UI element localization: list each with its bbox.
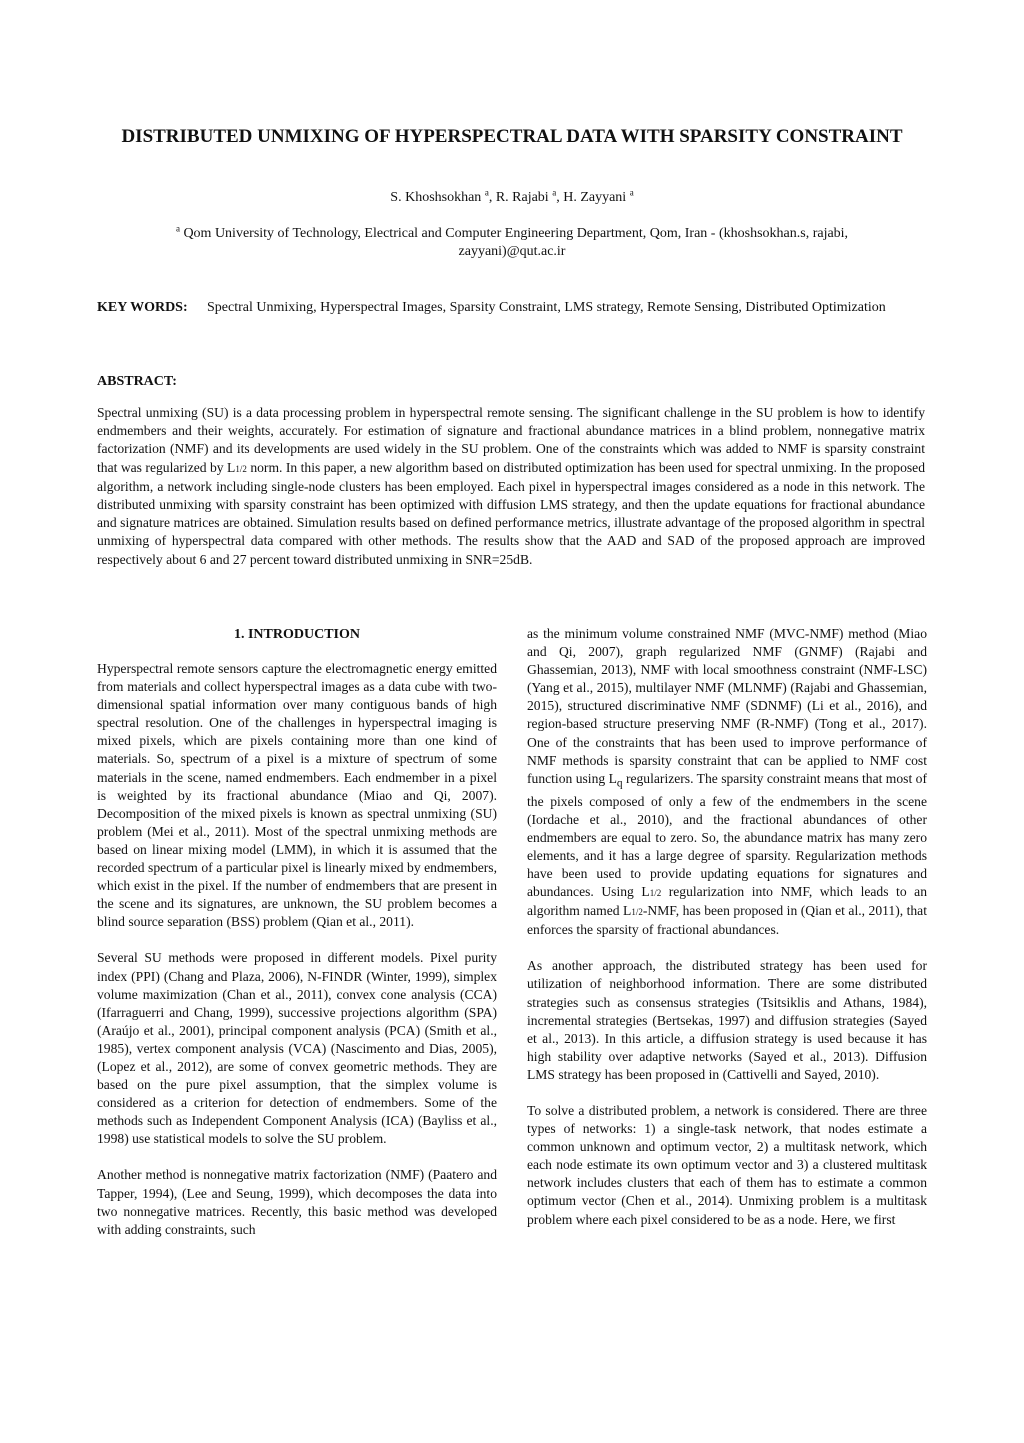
affiliation-mark: a bbox=[175, 223, 180, 234]
paragraph: As another approach, the distributed strategy has been used for utilization of neighborhood information. There are some distributed strategies such as consensus strategies (Tsitsiklis and Athans, 1984), incremental strategies (Bertsekas, 1997) and diffusion strategies (Sayed et al., 2013). In this article, a diffusion strategy is used because it has high stability over adaptive networks (Sayed et al., 2013). Diffusion LMS strategy has been proposed in (Cattivelli and Sayed, 2010). bbox=[527, 958, 927, 1082]
author-name: S. Khoshsokhan bbox=[390, 190, 482, 205]
paragraph-text: regularization into NMF, which leads to an algorithm named L bbox=[527, 884, 927, 919]
section-heading: 1. INTRODUCTION bbox=[233, 627, 360, 642]
author-list: S. Khoshsokhan $^a$, R. Rajabi $^a$, H. Zayyani $^a$ bbox=[390, 187, 634, 205]
paragraph: To solve a distributed problem, a network is considered. There are three types of networks: 1) a single-task network, that nodes estimate a common unknown and optimum vector, 2) a multitask network, which each node estimate its own optimum vector and 3) a clustered multitask network includes clusters that each of them has to estimate a common optimum vector (Chen et al., 2014). Unmixing problem is a multitask problem where each pixel considered to be as a node. Here, we first bbox=[527, 1102, 927, 1227]
paragraph-text: as the minimum volume constrained NMF (MVC-NMF) method (Miao and Qi, 2007), graph regularized NMF (GNMF) (Rajabi and Ghassemian, 2013), NMF with local smoothness constraint (NMF-LSC) (Yang et al., 2015), multilayer NMF (MLNMF) (Rajabi and Ghassemian, 2015), structured discriminative NMF (SDNMF) (Li et al., 2016), and region-based structure preserving NMF (R-NMF) (Tong et al., 2017). One of the constraints that has been used to improve performance of NMF methods is sparsity constraint that can be applied to NMF cost function using L bbox=[527, 626, 927, 786]
abstract-heading: ABSTRACT: bbox=[97, 374, 177, 389]
affiliation bbox=[130, 225, 894, 261]
paper-title: DISTRIBUTED UNMIXING OF HYPERSPECTRAL DATA WITH SPARSITY CONSTRAINT bbox=[121, 126, 903, 147]
affiliation-mark: a bbox=[484, 187, 489, 198]
right-column bbox=[527, 625, 927, 1247]
paragraph: Several SU methods were proposed in different models. Pixel purity index (PPI) (Chang and Plaza, 2006), N-FINDR (Winter, 1999), simplex volume maximization (Chan et al., 2011), convex cone analysis (CCA) (Ifarraguerri and Chang, 1999), successive projections algorithm (SPA) (Araújo et al., 2001), principal component analysis (PCA) (Smith et al., 1985), vertex component analysis (VCA) (Nascimento and Dias, 2005), (Lopez et al., 2012), are some of convex geometric methods. They are based on the pure pixel assumption, that the simplex volume is considered as a criterion for detection of endmembers. Some of the methods such as Independent Component Analysis (ICA) (Bayliss et al., 1998) use statistical models to solve the SU problem. bbox=[97, 950, 497, 1147]
subscript: q bbox=[616, 777, 623, 790]
left-column bbox=[97, 624, 497, 1257]
author-name: R. Rajabi bbox=[495, 190, 549, 205]
affiliation-mark: a bbox=[629, 187, 634, 198]
paragraph: Hyperspectral remote sensors capture the electromagnetic energy emitted from materials and collect hyperspectral images as a data cube with two-dimensional spatial information over many contiguous bands of high spectral resolution. One of the challenges in hyperspectral imaging is mixed pixels, which are pixels containing more than one kind of materials. So, spectrum of a pixel is a mixture of spectrum of some materials in the scene, named endmembers. Each endmember in a pixel is weighted by its fractional abundance (Miao and Qi, 2007). Decomposition of the mixed pixels is known as spectral unmixing (SU) problem (Mei et al., 2011). Most of the spectral unmixing methods are based on linear mixing model (LMM), in which it is assumed that the recorded spectrum of a particular pixel is linearly mixed by endmembers, which exist in the pixel. If the number of endmembers that are present in the scene and its signatures, are unknown, the SU problem becomes a blind source separation (BSS) problem (Qian et al., 2011). bbox=[97, 661, 497, 930]
abstract-body bbox=[97, 404, 925, 569]
paragraph: Another method is nonnegative matrix factorization (NMF) (Paatero and Tapper, 1994), (Lee and Seung, 1999), which decomposes the data into two nonnegative matrices. Recently, this basic method was developed with adding constraints, such bbox=[97, 1167, 497, 1237]
keywords-text: Spectral Unmixing, Hyperspectral Images, Sparsity Constraint, LMS strategy, Remote Sensing, Distributed Optimization bbox=[207, 300, 886, 315]
abstract-text: norm. In this paper, a new algorithm based on distributed optimization has been used for spectral unmixing. In the proposed algorithm, a network including single-node clusters has been employed. Each pixel in hyperspectral images considered as a node in this network. The distributed unmixing with sparsity constraint has been optimized with diffusion LMS strategy, and then the update equations for fractional abundance and signature matrices are obtained. Simulation results based on defined performance metrics, illustrate advantage of the proposed algorithm in spectral unmixing of hyperspectral data compared with other methods. The results show that the AAD and SAD of the proposed approach are improved respectively about 6 and 27 percent toward distributed unmixing in SNR=25dB. bbox=[97, 459, 925, 567]
affiliation-mark: a bbox=[552, 187, 557, 198]
keywords-label: KEY WORDS: bbox=[97, 300, 188, 315]
paragraph-text: -NMF, has been proposed in (Qian et al., 2011), that enforces the sparsity of fractional abundances. bbox=[527, 903, 927, 938]
subscript: 1/2 bbox=[235, 463, 247, 474]
author-name: H. Zayyani bbox=[563, 190, 627, 205]
abstract-text: Spectral unmixing (SU) is a data processing problem in hyperspectral remote sensing. The significant challenge in the SU problem is how to identify endmembers and their weights, accurately. For estimation of signature and fractional abundance matrices in a blind problem, nonnegative matrix factorization (NMF) and its developments are used widely in the SU problem. One of the constraints which was added to NMF is sparsity constraint that was regularized by L bbox=[97, 405, 925, 475]
affiliation-text: Qom University of Technology, Electrical and Computer Engineering Department, Qom, Iran - (khoshsokhan.s, rajabi, zayyani)@qut.ac.ir bbox=[183, 226, 849, 259]
subscript: 1/2 bbox=[631, 907, 643, 918]
subscript: 1/2 bbox=[649, 888, 662, 899]
paragraph-text: regularizers. The sparsity constraint means that most of the pixels composed of only a few of the endmembers in the scene (Iordache et al., 2010), and the fractional abundances of other endmembers are equal to zero. So, the abundance matrix has many zero elements, and it has a large degree of sparsity. Regularization methods have been used to provide updating equations for signatures and abundances. Using L bbox=[527, 770, 927, 900]
paragraph bbox=[527, 625, 927, 939]
